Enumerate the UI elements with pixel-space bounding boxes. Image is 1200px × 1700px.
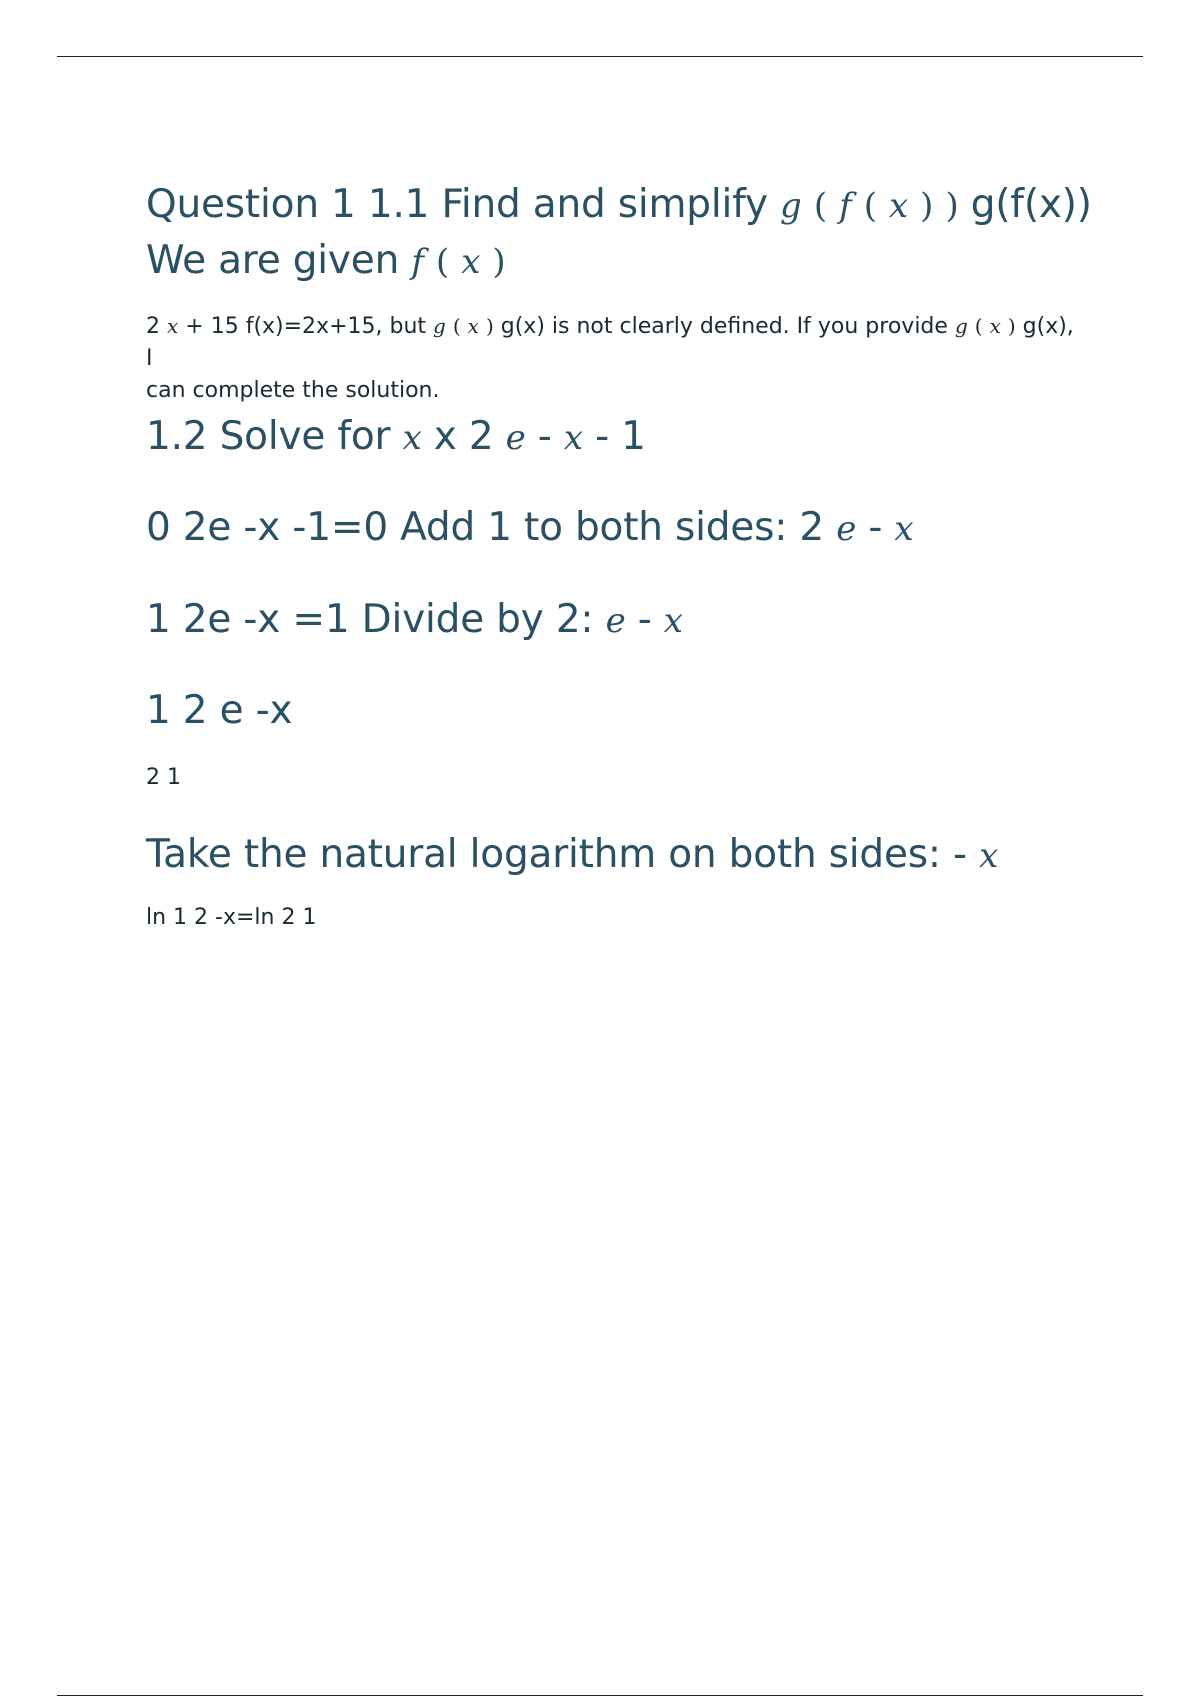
heading-text: - 1 <box>595 414 646 459</box>
heading-text: 1.2 Solve for <box>146 414 391 459</box>
step-text: 0 2e -x -1=0 Add 1 to both sides: 2 <box>146 505 824 550</box>
para-text: g(x), I <box>146 314 1074 371</box>
question-1-2-heading <box>146 414 646 459</box>
math-paren: ) <box>1007 314 1016 338</box>
math-paren: ( <box>435 242 449 282</box>
para-text: + 15 f(x)=2x+15, but <box>185 314 427 339</box>
math-x: x <box>563 418 583 458</box>
math-f: f <box>839 186 852 226</box>
math-paren: ) <box>945 186 959 226</box>
top-rule <box>57 56 1143 57</box>
step-text: 1 2 e -x <box>146 688 293 733</box>
step-text: - <box>637 597 652 642</box>
math-x: x <box>894 509 914 549</box>
math-paren: ( <box>974 314 983 338</box>
para-text: 2 <box>146 314 160 339</box>
math-x: x <box>989 314 1001 338</box>
math-f: f <box>411 242 424 282</box>
step-text: ln 1 2 -x=ln 2 1 <box>146 905 317 930</box>
step-add-one <box>146 505 913 550</box>
step-text: - <box>868 505 883 550</box>
bottom-rule <box>57 1695 1143 1696</box>
math-e: e <box>836 509 857 549</box>
step-natural-log <box>146 832 998 877</box>
math-e: e <box>505 418 526 458</box>
math-paren: ) <box>485 314 494 338</box>
math-g: g <box>780 186 802 226</box>
math-x: x <box>888 186 908 226</box>
math-paren: ( <box>813 186 827 226</box>
heading-text: We are given <box>146 238 400 283</box>
heading-text: g(f(x)) <box>970 182 1092 227</box>
math-x: x <box>402 418 422 458</box>
heading-text: - <box>537 414 552 459</box>
explanation-paragraph <box>146 310 1086 407</box>
math-x: x <box>461 242 481 282</box>
math-x: x <box>167 314 179 338</box>
step-result-fraction <box>146 765 181 790</box>
heading-text: Question 1 1.1 Find and simplify <box>146 182 768 227</box>
step-text: 1 2e -x =1 Divide by 2: <box>146 597 594 642</box>
para-text: g(x) is not clearly defined. If you provide <box>500 314 948 339</box>
step-text: Take the natural logarithm on both sides: - <box>146 832 967 877</box>
math-x: x <box>467 314 479 338</box>
math-paren: ) <box>492 242 506 282</box>
para-text: can complete the solution. <box>146 378 440 403</box>
math-x: x <box>663 601 683 641</box>
step-natural-log-equation <box>146 905 316 930</box>
math-paren: ) <box>920 186 934 226</box>
math-g: g <box>433 314 446 338</box>
math-paren: ( <box>452 314 461 338</box>
question-1-heading <box>146 182 1092 227</box>
step-result <box>146 688 292 733</box>
math-e: e <box>605 601 626 641</box>
math-paren: ( <box>863 186 877 226</box>
given-heading <box>146 238 505 283</box>
step-text: 2 1 <box>146 765 181 790</box>
step-divide <box>146 597 683 642</box>
math-x: x <box>979 836 999 876</box>
heading-text: x 2 <box>433 414 494 459</box>
math-g: g <box>954 314 968 338</box>
